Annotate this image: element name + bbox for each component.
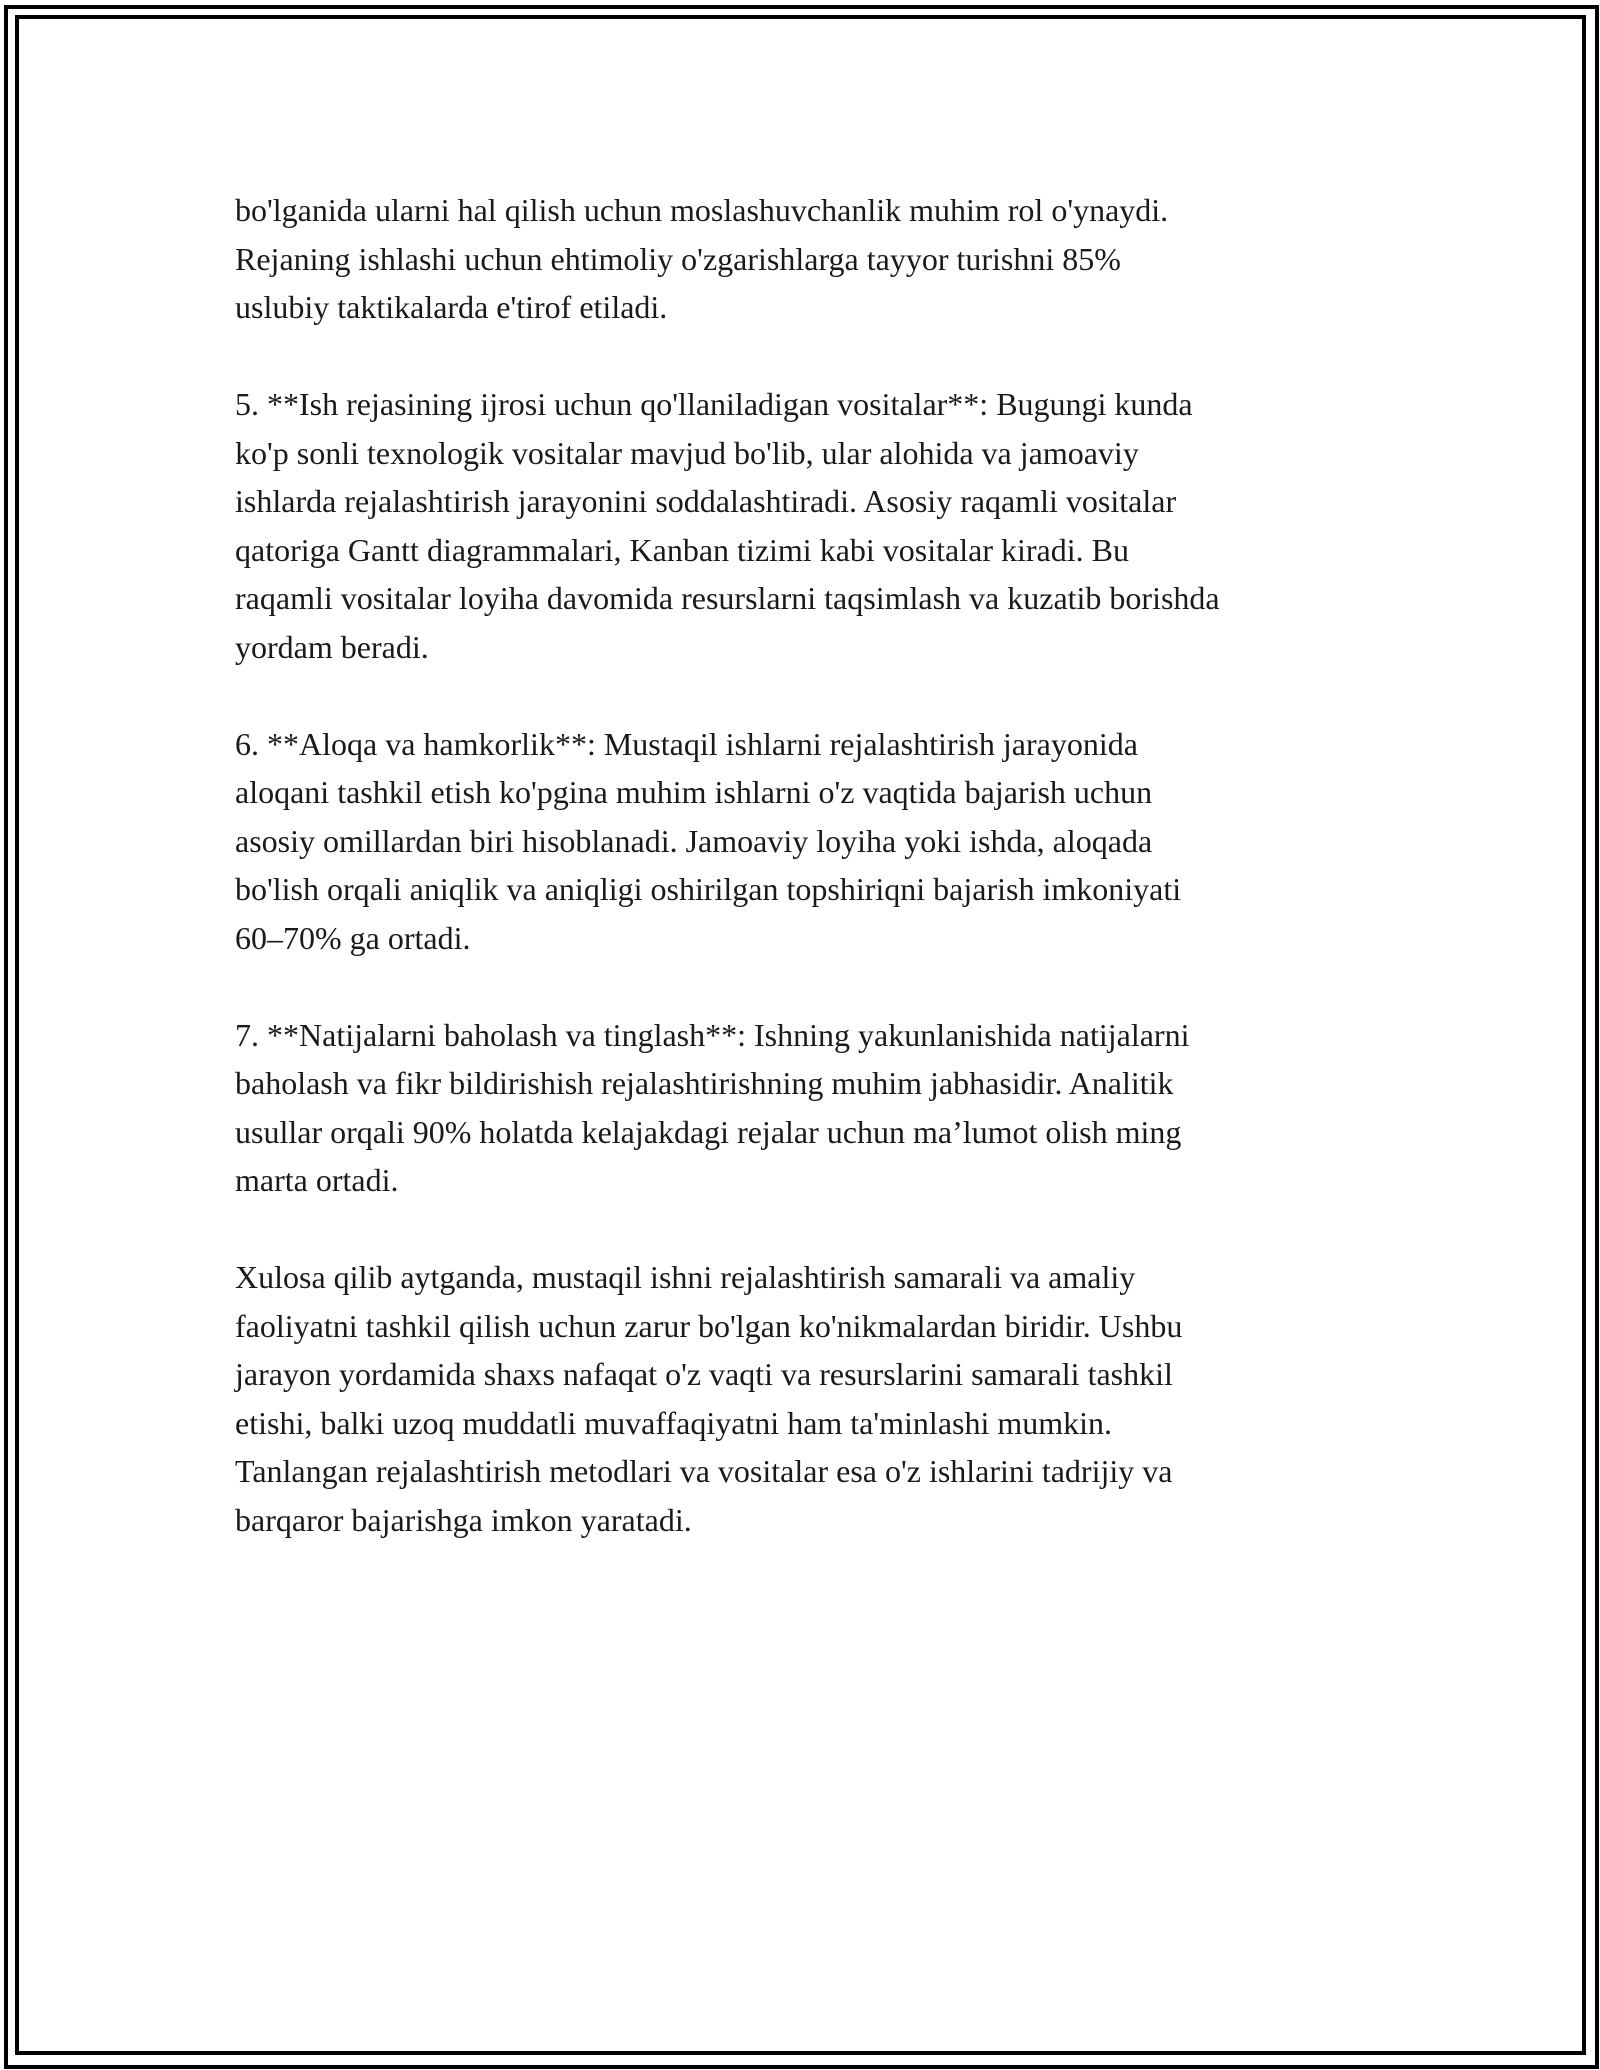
paragraph-5-tools: 5. **Ish rejasining ijrosi uchun qo'llaniladigan vositalar**: Bugungi kunda ko'p sonli texnologik vositalar mavjud bo'lib, ular alohida va jamoaviy ishlarda rejalashtirish jarayonini soddalashtiradi. Asosiy raqamli vositalar qatoriga Gantt diagrammalari, Kanban tizimi kabi vositalar kiradi. Bu raqamli vositalar loyiha davomida resurslarni taqsimlash va kuzatib borishda yordam beradi.	[235, 386, 1220, 665]
paragraph-6-communication: 6. **Aloqa va hamkorlik**: Mustaqil ishlarni rejalashtirish jarayonida aloqani tashkil etish ko'pgina muhim ishlarni o'z vaqtida bajarish uchun asosiy omillardan biri hisoblanadi. Jamoaviy loyiha yoki ishda, aloqada bo'lish orqali aniqlik va aniqligi oshirilgan topshiriqni bajarish imkoniyati 60–70% ga ortadi.	[235, 725, 1182, 956]
paragraph-7-evaluation: 7. **Natijalarni baholash va tinglash**: Ishning yakunlanishida natijalarni baholash va fikr bildirishish rejalashtirishning muhim jabhasidir. Analitik usullar orqali 90% holatda kelajakdagi rejalar uchun ma’lumot olish ming marta ortadi.	[235, 1016, 1190, 1198]
paragraph-conclusion: Xulosa qilib aytganda, mustaqil ishni rejalashtirish samarali va amaliy faoliyatni tashkil qilish uchun zarur bo'lgan ko'nikmalardan biridir. Ushbu jarayon yordamida shaxs nafaqat o'z vaqti va resurslarini samarali tashkil etishi, balki uzoq muddatli muvaffaqiyatni ham ta'minlashi mumkin. Tanlangan rejalashtirish metodlari va vositalar esa o'z ishlarini tadrijiy va barqaror bajarishga imkon yaratadi.	[235, 1259, 1183, 1538]
document-body	[235, 186, 1375, 1544]
paragraph-flexibility-continuation: bo'lganida ularni hal qilish uchun moslashuvchanlik muhim rol o'ynaydi. Rejaning ishlashi uchun ehtimoliy o'zgarishlarga tayyor turishni 85% uslubiy taktikalarda e'tirof etiladi.	[235, 192, 1169, 325]
